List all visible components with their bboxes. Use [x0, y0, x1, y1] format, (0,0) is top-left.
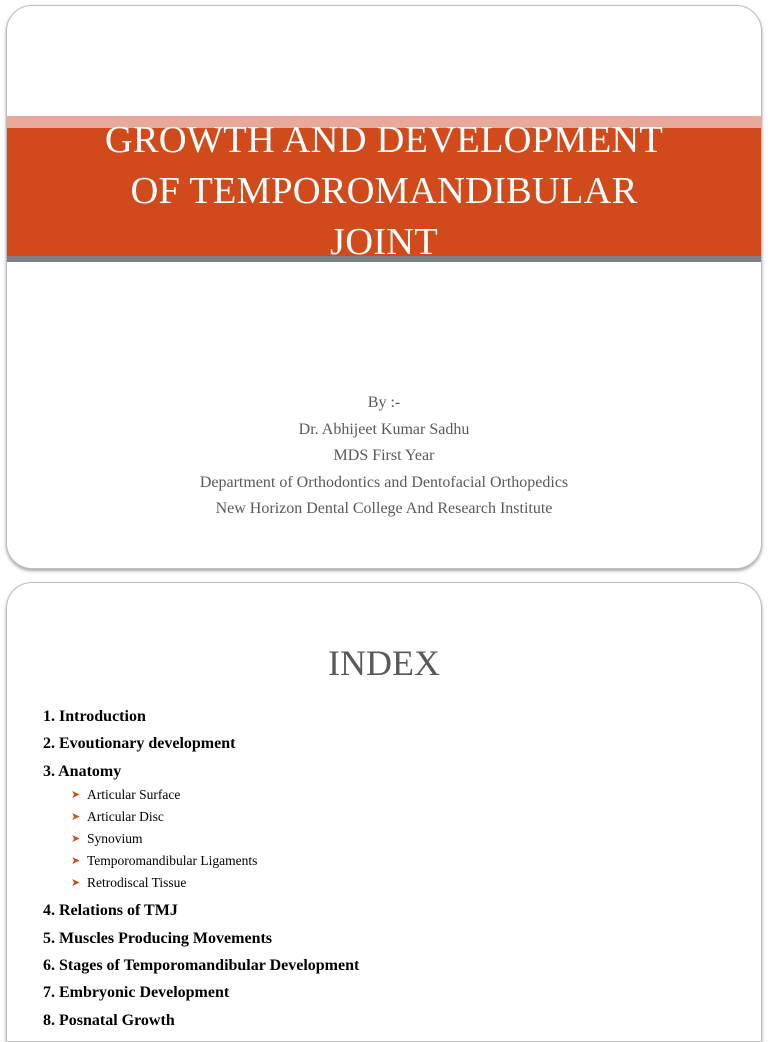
index-item	[43, 707, 359, 727]
author-year: MDS First Year	[333, 447, 435, 464]
index-item	[43, 734, 359, 754]
sub-item	[71, 806, 359, 828]
anatomy-sublist	[43, 784, 359, 894]
arrowhead-bullet-icon: ➤	[71, 854, 81, 867]
sub-item-label: Retrodiscal Tissue	[87, 874, 187, 890]
author-institute: New Horizon Dental College And Research Institute	[215, 500, 553, 517]
title-line: GROWTH AND DEVELOPMENT	[104, 119, 664, 161]
index-item-label: 1. Introduction	[43, 708, 146, 725]
index-item	[43, 901, 359, 921]
title-line: JOINT	[330, 221, 438, 263]
index-list	[43, 707, 359, 1038]
author-byline	[7, 390, 761, 523]
index-item-label: 4. Relations of TMJ	[43, 902, 178, 920]
sub-item	[71, 850, 359, 872]
index-slide	[6, 582, 762, 1042]
index-item-label: 2. Evoutionary development	[43, 735, 236, 753]
index-item	[43, 762, 359, 894]
byline-label: By :-	[367, 394, 401, 411]
index-item	[43, 1011, 359, 1031]
index-item-label: 8. Posnatal Growth	[43, 1011, 175, 1029]
arrowhead-bullet-icon: ➤	[71, 788, 81, 801]
author-name: Dr. Abhijeet Kumar Sadhu	[298, 420, 470, 438]
title-slide	[6, 5, 762, 569]
arrowhead-bullet-icon: ➤	[71, 832, 81, 845]
index-item	[43, 929, 359, 949]
sub-item	[71, 784, 359, 806]
arrowhead-bullet-icon: ➤	[71, 876, 81, 889]
title-line: OF TEMPOROMANDIBULAR	[130, 170, 638, 212]
sub-item-label: Synovium	[87, 830, 143, 846]
slide-title	[27, 115, 741, 268]
sub-item-label: Articular Disc	[87, 808, 164, 824]
sub-item	[71, 828, 359, 850]
index-item	[43, 956, 359, 976]
index-heading: INDEX	[328, 643, 440, 683]
sub-item	[71, 872, 359, 894]
index-item-label: 5. Muscles Producing Movements	[43, 929, 273, 947]
arrowhead-bullet-icon: ➤	[71, 810, 81, 823]
author-department: Department of Orthodontics and Dentofacial Orthopedics	[199, 473, 569, 491]
index-item	[43, 983, 359, 1003]
index-item-label: 3. Anatomy	[43, 762, 122, 780]
sub-item-label: Temporomandibular Ligaments	[87, 852, 258, 868]
sub-item-label: Articular Surface	[87, 786, 181, 802]
index-item-label: 6. Stages of Temporomandibular Development	[43, 956, 360, 974]
index-item-label: 7. Embryonic Development	[43, 984, 230, 1002]
